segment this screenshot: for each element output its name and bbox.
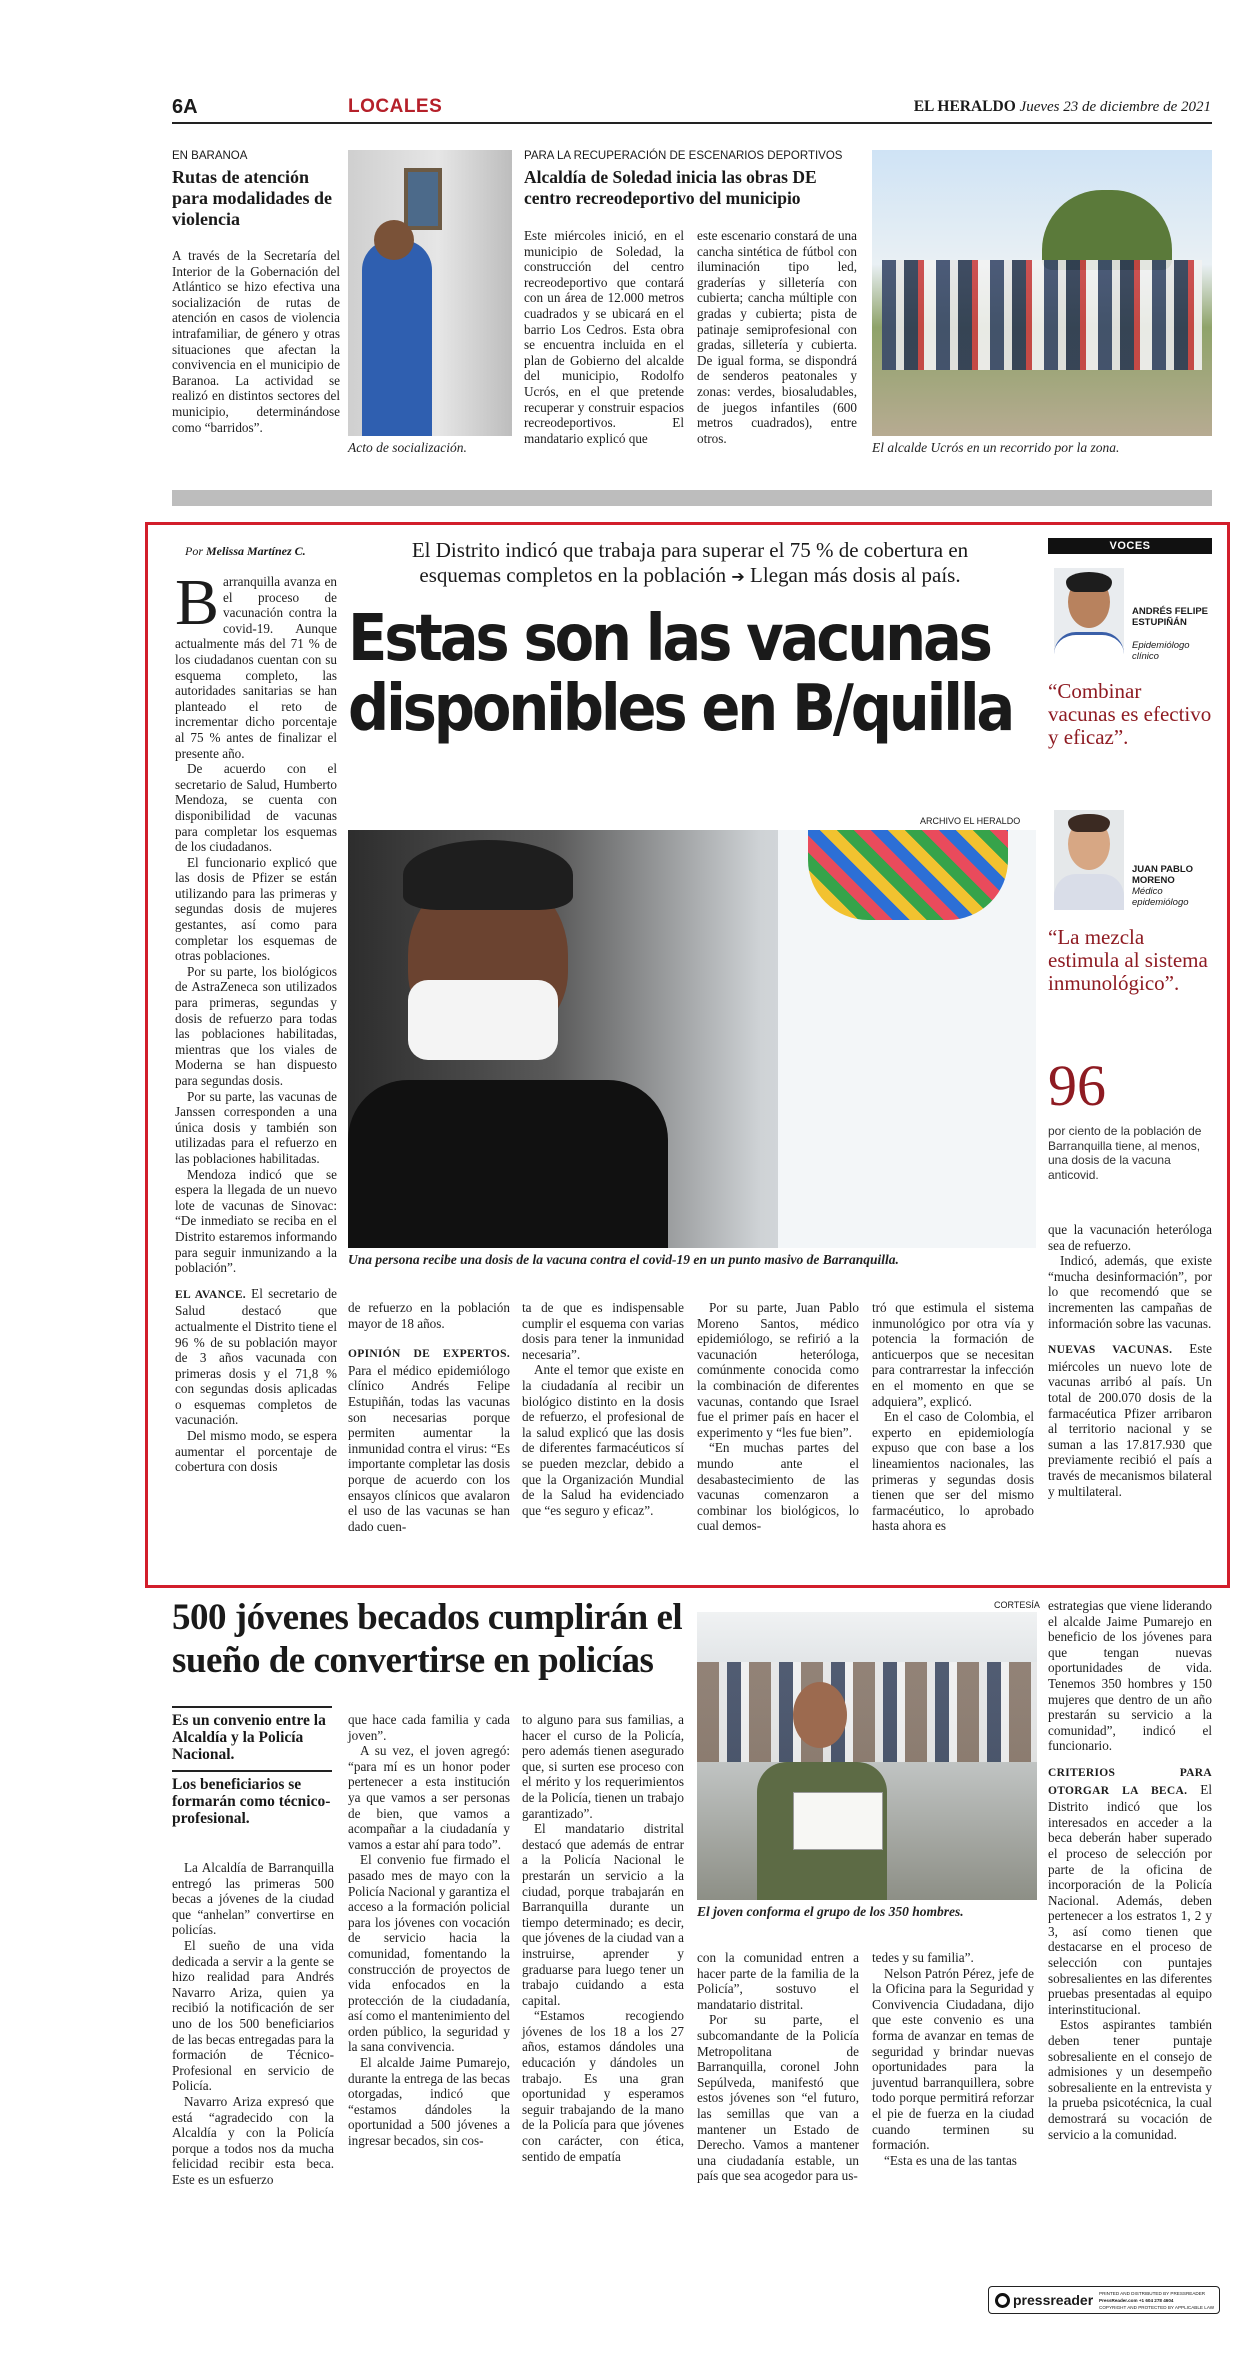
subhead: EL AVANCE. (175, 1288, 246, 1301)
article-col-2 (348, 1712, 510, 2149)
headline-line-1: Estas son las vacunas (348, 602, 990, 676)
face (793, 1682, 847, 1748)
photo-police-scholars (697, 1612, 1037, 1900)
section-name: LOCALES (348, 96, 443, 117)
person-role: Epidemiólogo clínico (1132, 640, 1190, 662)
paragraph: este escenario constará de una cancha sintética de fútbol con iluminación tipo led, graderías y silletería con cubierta; cancha múltiple con gradas y cubierta; pista de patinaje semiprofesional con gradas, silletería y cubierta. De igual forma, se dispondrá de senderos peatonales y zonas: verdes, biosaludables, de juegos infantiles (600 metros cuadrados), entre otros. (697, 228, 857, 446)
paragraph: EL AVANCE. El secretario de Salud destacó que actualmente el Distrito tiene el 96 % de su población mayor de 3 años vacunada con primeras dosis y el 71,8 % con segundas dosis aplicadas o esquemas completos de vacunación. (175, 1285, 337, 1428)
portrait-estupinan (1054, 568, 1124, 668)
article-col-4 (697, 1950, 859, 2184)
photo-caption: Acto de socialización. (348, 440, 467, 455)
page-number: 6A (172, 96, 198, 118)
paragraph: Del mismo modo, se espera aumentar el porcentaje de cobertura con dosis (175, 1428, 337, 1475)
pull-quote: “Combinar vacunas es efectivo y eficaz”. (1048, 679, 1212, 749)
header-rule (172, 122, 1212, 124)
paragraph: estrategias que viene liderando el alcalde Jaime Pumarejo en beneficio de los jóvenes para que tengan nuevas oportunidades de vida. Tenemos 350 hombres y 150 mujeres que dentro de un año prestarán su servicio a la comunidad”, indicó el funcionario. (1048, 1598, 1212, 1754)
hair (1068, 814, 1110, 832)
issue-date: Jueves 23 de diciembre de 2021 (1019, 99, 1211, 115)
person-role: Médico epidemiólogo (1132, 886, 1189, 908)
paragraph: Por su parte, los biológicos de AstraZeneca son utilizados para primeras, segundas y dosis de refuerzo para todas las poblaciones habilitadas, mientras que los viales de Moderna se han dispuesto para segundas dosis. (175, 963, 337, 1088)
dropcap: B (175, 566, 220, 639)
paragraph: CRITERIOS PARA OTORGAR LA BECA. El Distrito indicó que los interesados en acceder a la beca deberán haber superado el proceso de selección por parte de la oficina de incorporación de la Policía Nacional. Además, deben pertenecer a los estratos 1, 2 y 3, así como tienen que destacarse en el proceso de selección con puntajes sobresalientes en las diferentes pruebas presentadas al equipo interinstitucional. (1048, 1766, 1213, 2017)
paragraph: La Alcaldía de Barranquilla entregó las primeras 500 becas a jóvenes de la ciudad que “anhelan” convertirse en policías. (172, 1860, 334, 1938)
paragraph: A su vez, el joven agregó: “para mí es un honor poder pertenecer a esta institución ya que vamos a ser personas de bien, que vamos a acompañar a la ciudadanía y vamos a estar ahí para todo”. (348, 1743, 510, 1852)
patient-shirt (348, 1080, 668, 1248)
byline-prefix: Por (185, 544, 203, 558)
stat-number: 96 (1048, 1053, 1106, 1118)
paragraph: Ante el temor que existe en la ciudadanía al recibir un biológico distinto en la dosis de refuerzo, el profesional de la salud explicó que las dosis de diferentes farmacéuticos sí se pueden mezclar, debido a que la Organización Mundial de la Salud ha evidenciado que “es seguro y eficaz”. (522, 1362, 684, 1518)
nurse-cap (808, 830, 1008, 920)
paragraph: to alguno para sus familias, a hacer el curso de la Policía, pero además tienen asegurado que, si surten ese proceso con el mérito y los requerimientos de la Policía, tienen un trabajo garantizado”. (522, 1712, 684, 1821)
article-col-5 (872, 1300, 1034, 1534)
photo-vaccination (348, 830, 1036, 1248)
crowd (882, 260, 1202, 370)
tree (1042, 190, 1172, 270)
paragraph: ta de que es indispensable cumplir el esquema con varias dosis para tener la inmunidad necesaria”. (522, 1300, 684, 1362)
photo-caption: El alcalde Ucrós en un recorrido por la zona. (872, 440, 1120, 455)
section-divider (172, 490, 1212, 506)
pressreader-logo-icon (995, 2293, 1010, 2308)
paragraph: Nelson Patrón Pérez, jefe de la Oficina para la Seguridad y Convivencia Ciudadana, dijo que este convenio es una forma de avanzar en temas de seguridad y brindar nuevas oportunidades para la juventud barranquillera, sobre todo porque permitirá reforzar el pie de fuerza en la ciudad cuando terminen su formación. (872, 1965, 1034, 2153)
paragraph: de refuerzo en la población mayor de 18 años. (348, 1300, 510, 1331)
pressreader-badge[interactable] (988, 2286, 1220, 2314)
article-col-5 (872, 1950, 1034, 2168)
paragraph: Estos aspirantes también deben tener puntaje sobresaliente en el consejo de admisiones y un desempeño sobresaliente en la entrevista y la prueba psicotécnica, la cual demostrará su vocación de servicio a la comunidad. (1048, 2017, 1212, 2142)
photo-caption: Una persona recibe una dosis de la vacuna contra el covid-19 en un punto masivo de Barranquilla. (348, 1252, 899, 1267)
headline-line-1: 500 jóvenes becados cumplirán el (172, 1597, 683, 1638)
paragraph: El alcalde Jaime Pumarejo, durante la entrega de las becas otorgadas, indicó que “estamos dándoles la oportunidad a 500 jóvenes a ingresar becados, sin cos- (348, 2055, 510, 2149)
deck (340, 538, 1040, 589)
article-col-6 (1048, 1222, 1212, 1499)
byline-author: Melissa Martínez C. (206, 544, 306, 558)
paragraph: Barranquilla avanza en el proceso de vacunación contra la covid-19. Aunque actualmente más del 71 % de los ciudadanos cuentan con su esquema completo, las autoridades sanitarias se han planteado el reto de incrementar dicho porcentaje al 75 % antes de finalizar el presente año. (175, 566, 337, 761)
paragraph: El sueño de una vida dedicada a servir a la gente se hizo realidad para Andrés Navarro Ariza, quien ya recibió la notificación de ser uno de los 500 beneficiarios de las becas entregadas para la formación de Técnico-Profesional en servicio de Policía. (172, 1937, 334, 2094)
subhead: CRITERIOS PARA OTORGAR LA BECA. (1048, 1766, 1212, 1797)
stat-text: por ciento de la población de Barranquilla tiene, al menos, una dosis de la vacuna anticovid. (1048, 1124, 1202, 1182)
article-col (524, 228, 684, 446)
headline: Rutas de atención para modalidades de violencia (172, 167, 333, 229)
hair (1066, 572, 1112, 592)
paper-name: EL HERALDO (913, 98, 1016, 115)
deck-line-1: El Distrito indicó que trabaja para superar el 75 % de cobertura en (411, 538, 969, 562)
pull-quote: “La mezcla estimula al sistema inmunológico”. (1048, 925, 1208, 995)
paragraph: En el caso de Colombia, el experto en epidemiología expuso que con base a los lineamientos nacionales, las primeras y segundas dosis tienen que ser del mismo farmacéutico, lo aprobado hasta ahora es (872, 1409, 1034, 1534)
door-window (404, 168, 442, 230)
paragraph: Indicó, además, que existe “mucha desinformación”, por lo que recomendó que se incrementen las campañas de información sobre las vacunas. (1048, 1253, 1212, 1331)
photo-credit: CORTESÍA (994, 1600, 1040, 1610)
certificate (793, 1792, 883, 1850)
portrait-moreno (1054, 810, 1124, 910)
subhead-rule (172, 1706, 332, 1708)
paragraph: Por su parte, Juan Pablo Moreno Santos, médico epidemiólogo, se refirió a la vacunación heteróloga, comúnmente conocida como la combinación de diferentes vacunas, contando que Israel fue el primer país en hacer el experimento y “les fue bien”. (697, 1300, 859, 1440)
paragraph: tedes y su familia”. (872, 1950, 974, 1965)
article-col-3 (522, 1712, 684, 2164)
paragraph: El convenio fue firmado el pasado mes de mayo con la Policía Nacional y garantiza el acceso a la formación policial para los jóvenes con vocación de servicio hacia la comunidad, fomentando la construcción de proyectos de vida enfocados en la protección de la ciudadanía, así como el mantenimiento del orden público, la seguridad y la sana convivencia. (348, 1852, 510, 2055)
voices-title: VOCES (1048, 538, 1212, 554)
face-mask (408, 980, 558, 1060)
photo-socialization (348, 150, 512, 436)
paragraph: OPINIÓN DE EXPERTOS. Para el médico epidemiólogo clínico Andrés Felipe Estupiñán, todas las vacunas son necesarias porque permiten aumentar la inmunidad contra el virus: “Es importante completar las dosis porque de acuerdo con los ensayos clínicos que avalaron el uso de las vacunas se han dado cuen- (348, 1348, 510, 1534)
shirt (1054, 632, 1124, 668)
paragraph: tró que estimula el sistema inmunológico por otra vía y potencia la formación de anticuerpos que se necesitan para contrarrestar la infección en el momento en que se adquiera”, explicó. (872, 1300, 1034, 1409)
article-col-4 (697, 1300, 859, 1534)
deck-line-2: esquemas completos en la población ➔ Llegan más dosis al país. (419, 563, 961, 587)
paragraph: Por su parte, las vacunas de Janssen corresponden a una única dosis y también son utilizadas para el refuerzo en las poblaciones habilitadas. (175, 1088, 337, 1166)
paragraph: A través de la Secretaría del Interior de la Gobernación del Atlántico se hizo efectiva una socialización de rutas de atención en casos de violencia intrafamiliar, de género y otras situaciones que afectan la convivencia en el municipio de Baranoa. La actividad se realizó en distintos sectores del municipio, determinándose como “barridos”. (172, 248, 340, 435)
headline: Alcaldía de Soledad inicia las obras DE centro recreodeportivo del municipio (524, 167, 817, 208)
paragraph: Navarro Ariza expresó que está “agradecido con la Alcaldía y con la Policía porque a todos nos da mucha felicidad recibir esta beca. Este es un esfuerzo (172, 2093, 334, 2187)
byline (185, 544, 306, 559)
paragraph: Por su parte, el subcomandante de la Policía Metropolitana de Barranquilla, coronel John Sepúlveda, manifestó que estos jóvenes son “el futuro, las semillas que van a mantener un Estado de Derecho. Vamos a mantener una ciudadanía estable, un país que sea acogedor para us- (697, 2012, 859, 2184)
article-col-2 (348, 1300, 510, 1534)
article-col-3 (522, 1300, 684, 1518)
person-name: ANDRÉS FELIPE ESTUPIÑÁN (1132, 606, 1209, 628)
photo-credit: ARCHIVO EL HERALDO (920, 816, 1021, 826)
article-col (697, 228, 857, 446)
paragraph: NUEVAS VACUNAS. Este miércoles un nuevo lote de vacunas arribó al país. Un total de 200.070 dosis de la farmacéutica Pfizer arribaron al territorio nacional y se suman a las 17.817.930 que previamente recibió el país a través de mecanismos bilateral y multilateral. (1048, 1341, 1213, 1499)
person-head (374, 220, 414, 260)
headline-line-2: sueño de convertirse en policías (172, 1640, 654, 1681)
photo-mayor-tour (872, 150, 1212, 436)
article-body (172, 248, 340, 435)
bottom-headline (172, 1596, 692, 1682)
article-col-1 (175, 566, 337, 1475)
shirt (1054, 874, 1124, 910)
masthead (914, 98, 1211, 116)
subhead-rule (172, 1770, 332, 1772)
summary-1: Es un convenio entre la Alcaldía y la Policía Nacional. (172, 1712, 326, 1763)
headline-line-2: disponibles en B/quilla (348, 672, 1013, 746)
crowd (697, 1662, 1037, 1762)
paragraph: Mendoza indicó que se espera la llegada de un nuevo lote de vacunas de Sinovac: “De inmediato se reciba en el Distrito estaremos informando para seguir inmunizando a la población”. (175, 1166, 337, 1276)
main-headline (348, 602, 1013, 746)
paragraph: que la vacunación heteróloga sea de refuerzo. (1048, 1222, 1212, 1253)
paragraph: “En muchas partes del mundo ante el desabastecimiento de las vacunas comenzaron a combinar los biológicos, lo cual demos- (697, 1440, 859, 1534)
paragraph: “Esta es una de las tantas (884, 2152, 1017, 2168)
paragraph: “Estamos recogiendo jóvenes de los 18 a los 27 años, estamos dándoles una educación y dándoles un trabajo. Es una gran oportunidad y esperamos seguir trabajando de la mano de la Policía para que jóvenes con carácter, con ética, sentido de empatía (522, 2008, 684, 2164)
arrow-icon: ➔ (731, 567, 745, 586)
paragraph: Este miércoles inició, en el municipio de Soledad, la construcción del centro recreodeportivo que contará con un área de 12.000 metros cuadrados y se ubicará en el barrio Los Cedros. Esta obra se encuentra incluida en el plan de Gobierno del alcalde del municipio, Rodolfo Ucrós, en el que pretende recuperar y construir espacios recreodeportivos. El mandatario explicó que (524, 228, 684, 446)
article-col-1 (172, 1860, 334, 2187)
subhead: OPINIÓN DE EXPERTOS. (348, 1348, 510, 1361)
person-figure (362, 240, 432, 436)
photo-caption: El joven conforma el grupo de los 350 hombres. (697, 1904, 964, 1919)
person-name: JUAN PABLO MORENO (1132, 864, 1194, 886)
paragraph: que hace cada familia y cada joven”. (348, 1712, 510, 1743)
brand-name: pressreader (1013, 2292, 1094, 2308)
paragraph: El mandatario distrital destacó que además de entrar a la Policía Nacional le prestarán un servicio a la ciudad, porque trabajarán en Barranquilla durante un tiempo determinado; es decir, que jóvenes de la ciudad van a instruirse, aprender y graduarse para luego tener un trabajo cuidando a esta capital. (522, 1821, 684, 2008)
paragraph: con la comunidad entren a hacer parte de la familia de la Policía”, sostuvo el mandatario distrital. (697, 1950, 859, 2012)
footer-fine-print: PRINTED AND DISTRIBUTED BY PRESSREADER PressReader.com +1 604 278 4604 COPYRIGHT AND PROTECTED BY APPLICABLE LAW (1099, 2291, 1215, 2310)
patient-hair (403, 840, 573, 910)
paragraph: De acuerdo con el secretario de Salud, Humberto Mendoza, se cuenta con disponibilidad de vacunas para completar los esquemas de los ciudadanos. (175, 761, 337, 855)
kicker: EN BARANOA (172, 150, 248, 162)
kicker: PARA LA RECUPERACIÓN DE ESCENARIOS DEPORTIVOS (524, 150, 843, 162)
paragraph: El funcionario explicó que las dosis de Pfizer se están utilizando para las primeras y segundas dosis de mujeres gestantes, así como para completar los esquemas de otras poblaciones. (175, 854, 337, 964)
subhead: NUEVAS VACUNAS. (1048, 1344, 1173, 1357)
summary-2: Los beneficiarios se formarán como técnico-profesional. (172, 1776, 331, 1827)
article-col-6 (1048, 1598, 1212, 2142)
